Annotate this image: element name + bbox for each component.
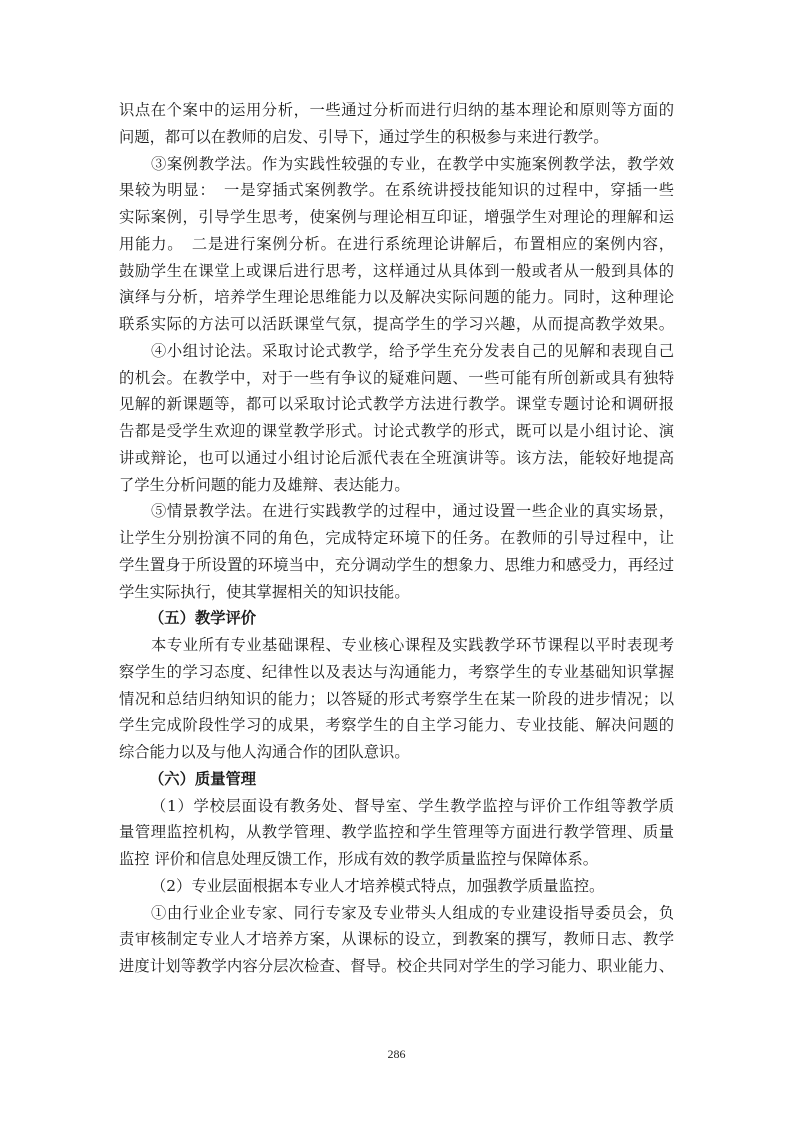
text-line: 演绎与分析，培养学生理论思维能力以及解决实际问题的能力。同时，这种理论 (119, 288, 674, 307)
text-line: 责审核制定专业人才培养方案，从课标的设立，到教案的撰写，教师日志、教学 (119, 930, 674, 949)
section-heading-quality: （六）质量管理 (149, 769, 257, 788)
text-line: 让学生分别扮演不同的角色，完成特定环境下的任务。在教师的引导过程中，让 (119, 529, 674, 547)
text-line: 察学生的学习态度、纪律性以及表达与沟通能力，考察学生的专业基础知识掌握 (119, 662, 674, 681)
text-line: 情况和总结归纳知识的能力；以答疑的形式考察学生在某一阶段的进步情况；以 (119, 689, 674, 708)
text-line: 告都是受学生欢迎的课堂教学形式。讨论式教学的形式，既可以是小组讨论、演 (119, 422, 674, 440)
body-text (119, 97, 674, 980)
text-line: 学生实际执行，使其掌握相关的知识技能。 (119, 582, 410, 601)
text-line: 量管理监控机构，从教学管理、教学监控和学生管理等方面进行教学管理、质量 (119, 823, 674, 842)
text-line: 学生置身于所设置的环境当中，充分调动学生的想象力、思维力和感受力，再经过 (119, 555, 674, 574)
paragraph-first-line: ①由行业企业专家、同行专家及专业带头人组成的专业建设指导委员会，负 (151, 903, 674, 922)
paragraph-first-line: ③案例教学法。作为实践性较强的专业，在教学中实施案例教学法，教学效 (151, 154, 674, 173)
text-line: 鼓励学生在课堂上或课后进行思考，这样通过从具体到一般或者从一般到具体的 (119, 261, 674, 280)
paragraph-first-line: （2）专业层面根据本专业人才培养模式特点，加强教学质量监控。 (151, 876, 605, 895)
text-line: 进度计划等教学内容分层次检查、督导。校企共同对学生的学习能力、职业能力、 (119, 957, 674, 975)
text-line: 识点在个案中的运用分析，一些通过分析而进行归纳的基本理论和原则等方面的 (119, 101, 674, 119)
text-line: 用能力。 二是进行案例分析。在进行系统理论讲解后，布置相应的案例内容， (119, 234, 674, 253)
paragraph-first-line: 本专业所有专业基础课程、专业核心课程及实践教学环节课程以平时表现考 (151, 636, 674, 654)
paragraph-first-line: ④小组讨论法。采取讨论式教学，给予学生充分发表自己的见解和表现自己 (151, 341, 674, 360)
text-line: 果较为明显： 一是穿插式案例教学。在系统讲授技能知识的过程中，穿插一些 (119, 181, 674, 200)
section-heading-evaluation: （五）教学评价 (149, 609, 257, 628)
text-line: 了学生分析问题的能力及雄辩、表达能力。 (119, 475, 410, 494)
text-line: 讲或辩论，也可以通过小组讨论后派代表在全班演讲等。该方法，能较好地提高 (119, 448, 674, 467)
text-line: 联系实际的方法可以活跃课堂气氛，提高学生的学习兴趣，从而提高教学效果。 (119, 315, 674, 333)
text-line: 学生完成阶段性学习的成果，考察学生的自主学习能力、专业技能、解决问题的 (119, 716, 674, 735)
text-line: 的机会。在教学中，对于一些有争议的疑难问题、一些可能有所创新或具有独特 (119, 368, 674, 387)
page-number: 286 (387, 1047, 406, 1061)
text-line: 实际案例，引导学生思考，使案例与理论相互印证，增强学生对理论的理解和运 (119, 208, 674, 226)
paragraph-first-line: ⑤情景教学法。在进行实践教学的过程中，通过设置一些企业的真实场景， (151, 502, 674, 521)
text-line: 监控 评价和信息处理反馈工作，形成有效的教学质量监控与保障体系。 (119, 850, 599, 868)
text-line: 问题，都可以在教师的启发、引导下，通过学生的积极参与来进行教学。 (119, 127, 609, 146)
paragraph-first-line: （1）学校层面设有教务处、督导室、学生教学监控与评价工作组等教学质 (151, 796, 674, 815)
text-line: 综合能力以及与他人沟通合作的团队意识。 (119, 743, 410, 761)
text-line: 见解的新课题等，都可以采取讨论式教学方法进行教学。课堂专题讨论和调研报 (119, 395, 674, 414)
